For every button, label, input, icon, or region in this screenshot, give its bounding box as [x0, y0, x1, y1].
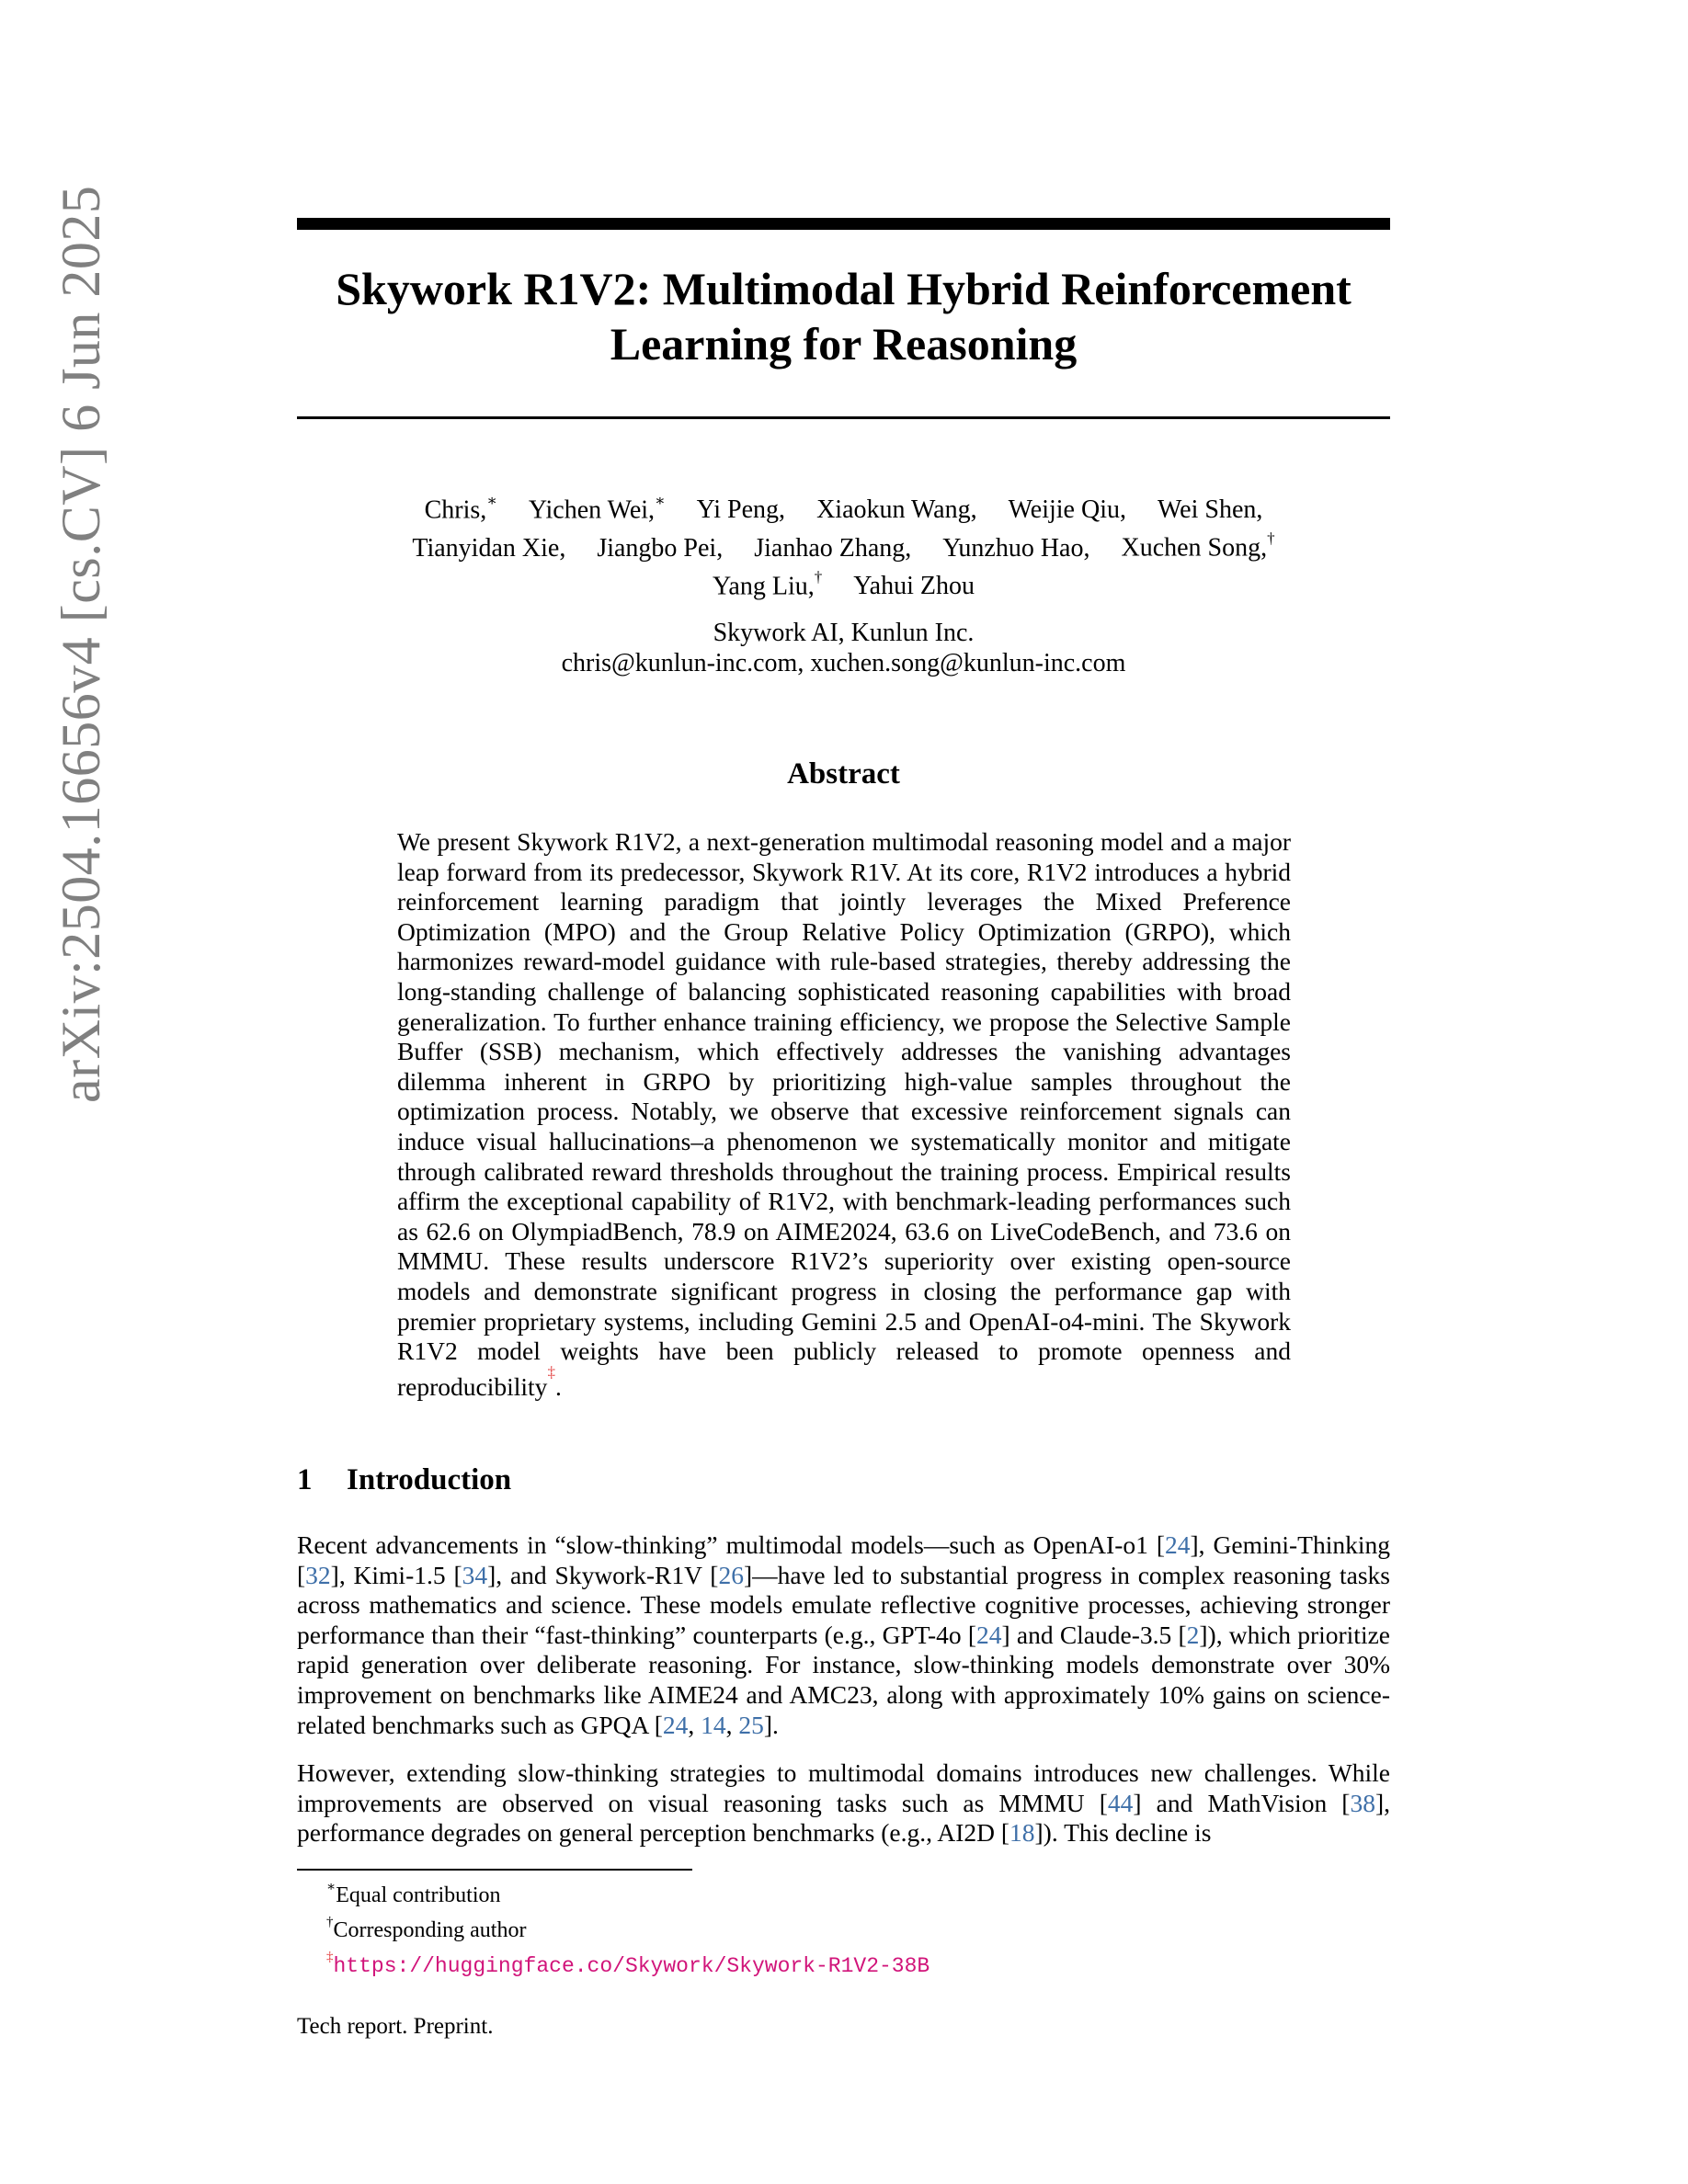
citation-link[interactable]: 2	[1186, 1620, 1200, 1649]
footnote-text: Corresponding author	[333, 1918, 527, 1942]
abstract-footnote-mark[interactable]: ‡	[547, 1362, 555, 1381]
author-name: Yi Peng,	[696, 495, 786, 525]
intro-paragraph-1	[297, 1530, 1390, 1740]
paragraph-text: ] and MathVision [	[1133, 1788, 1351, 1817]
title-line-2: Learning for Reasoning	[610, 318, 1078, 370]
citation-link[interactable]: 26	[718, 1560, 744, 1589]
paper-title	[297, 261, 1390, 371]
author-name: Yichen Wei,∗	[528, 492, 666, 525]
author-list	[297, 488, 1390, 602]
abstract-end: .	[554, 1371, 562, 1401]
footnote-mark: ∗	[326, 1880, 336, 1894]
title-bottom-rule	[297, 416, 1390, 419]
author-name: Jianhao Zhang,	[754, 533, 912, 563]
intro-paragraph-2	[297, 1758, 1390, 1848]
footnote-text: Equal contribution	[336, 1883, 501, 1907]
author-name: Chris,∗	[424, 492, 497, 525]
footnote-mark: †	[326, 1915, 334, 1929]
section-title: Introduction	[347, 1463, 512, 1496]
author-name: Jiangbo Pei,	[597, 533, 724, 563]
affiliation-org: Skywork AI, Kunlun Inc.	[713, 619, 975, 647]
citation-link[interactable]: 44	[1107, 1788, 1134, 1817]
abstract-text: We present Skywork R1V2, a next-generation multimodal reasoning model and a major leap forward from its predecessor, Skywork R1V. At its core, R1V2 introduces a hybrid reinforcement learning paradigm that jointly leverages the Mixed Preference Optimization (MPO) and the Group Relative Policy Optimization (GRPO), which harmonizes reward-model guidance with rule-based strategies, thereby addressing the long-standing challenge of balancing sophisticated reasoning capabilities with broad generalization. To further enhance training efficiency, we propose the Selective Sample Buffer (SSB) mechanism, which effectively addresses the vanishing advantages dilemma inherent in GRPO by prioritizing high-value samples throughout the optimization process. Notably, we observe that excessive reinforcement signals can induce visual hallucinations–a phenomenon we systematically monitor and mitigate through calibrated reward thresholds throughout the training process. Empirical results affirm the exceptional capability of R1V2, with benchmark-leading performances such as 62.6 on OlympiadBench, 78.9 on AIME2024, 63.6 on LiveCodeBench, and 73.6 on MMMU. These results underscore R1V2’s superiority over existing open-source models and demonstrate significant progress in closing the performance gap with premier proprietary systems, including Gemini 2.5 and OpenAI-o4-mini. The Skywork R1V2 model weights have been publicly released to promote openness and reproducibility	[397, 827, 1291, 1401]
author-name: Yang Liu,†	[713, 567, 823, 600]
author-affiliation-mark: †	[1267, 529, 1275, 548]
paragraph-text: ].	[763, 1710, 779, 1739]
author-name: Xuchen Song,†	[1121, 529, 1275, 563]
section-heading-introduction	[297, 1462, 511, 1498]
paragraph-text: Recent advancements in “slow-thinking” multimodal models—such as OpenAI-o1 [	[297, 1530, 1165, 1559]
author-name: Yahui Zhou	[853, 571, 975, 600]
footnote-mark: ‡	[326, 1950, 334, 1964]
affiliation-block	[297, 618, 1390, 678]
footnote-corresponding-author	[326, 1910, 930, 1945]
footnote-model-url	[326, 1945, 930, 1981]
arxiv-identifier-stamp: arXiv:2504.16656v4 [cs.CV] 6 Jun 2025	[51, 185, 111, 1103]
citation-link[interactable]: 24	[1165, 1530, 1191, 1559]
citation-link[interactable]: 34	[462, 1560, 488, 1589]
citation-link[interactable]: 38	[1350, 1788, 1375, 1817]
title-top-rule	[297, 218, 1390, 230]
abstract-heading: Abstract	[787, 757, 900, 791]
section-number: 1	[297, 1463, 313, 1496]
abstract-body	[397, 827, 1291, 1402]
footnote-equal-contribution	[326, 1875, 930, 1910]
author-row-2	[297, 526, 1390, 563]
author-name: Xiaokun Wang,	[816, 495, 977, 525]
citation-link[interactable]: 25	[738, 1710, 764, 1739]
author-affiliation-mark: †	[814, 567, 823, 586]
author-name: Yunzhuo Hao,	[942, 533, 1090, 563]
paragraph-text: ], performance degrades on general perception benchmarks (e.g., AI2D [	[297, 1788, 1390, 1848]
paragraph-text: ], Gemini-Thinking [	[297, 1530, 1390, 1589]
footnote-rule	[297, 1869, 692, 1871]
paragraph-text: ] and Claude-3.5 [	[1001, 1620, 1187, 1649]
paragraph-text: However, extending slow-thinking strategies to multimodal domains introduces new challenges. While improvements are observed on visual reasoning tasks such as MMMU [	[297, 1758, 1390, 1817]
venue-note: Tech report. Preprint.	[297, 2014, 494, 2039]
citation-link[interactable]: 32	[305, 1560, 331, 1589]
paragraph-text: ,	[725, 1710, 739, 1739]
title-line-1: Skywork R1V2: Multimodal Hybrid Reinforcement	[336, 263, 1352, 314]
citation-link[interactable]: 18	[1009, 1818, 1035, 1848]
footnotes	[326, 1875, 930, 1981]
author-row-3	[297, 564, 1390, 602]
author-row-1	[297, 488, 1390, 526]
citation-link[interactable]: 24	[662, 1710, 689, 1739]
paragraph-text: ], Kimi-1.5 [	[330, 1560, 462, 1589]
paragraph-text: ], and Skywork-R1V [	[487, 1560, 719, 1589]
author-name: Wei Shen,	[1158, 495, 1263, 525]
affiliation-emails: chris@kunlun-inc.com, xuchen.song@kunlun-inc.com	[561, 649, 1126, 677]
author-affiliation-mark: ∗	[655, 492, 666, 509]
model-weights-link[interactable]: https://huggingface.co/Skywork/Skywork-R1V2-38B	[333, 1954, 930, 1978]
paragraph-text: ]), which prioritize rapid generation over deliberate reasoning. For instance, slow-thinking models demonstrate over 30% improvement on benchmarks like AIME24 and AMC23, along with approximately 10% gains on science-related benchmarks such as GPQA [	[297, 1620, 1390, 1739]
author-name: Weijie Qiu,	[1008, 495, 1126, 525]
citation-link[interactable]: 14	[701, 1710, 726, 1739]
author-name: Tianyidan Xie,	[412, 533, 566, 563]
citation-link[interactable]: 24	[976, 1620, 1002, 1649]
paragraph-text: ]). This decline is	[1034, 1818, 1212, 1848]
paragraph-text: ,	[688, 1710, 701, 1739]
author-affiliation-mark: ∗	[486, 492, 497, 509]
paragraph-text: ]—have led to substantial progress in complex reasoning tasks across mathematics and science. These models emulate reflective cognitive processes, achieving stronger performance than their “fast-thinking” counterparts (e.g., GPT-4o [	[297, 1560, 1390, 1649]
